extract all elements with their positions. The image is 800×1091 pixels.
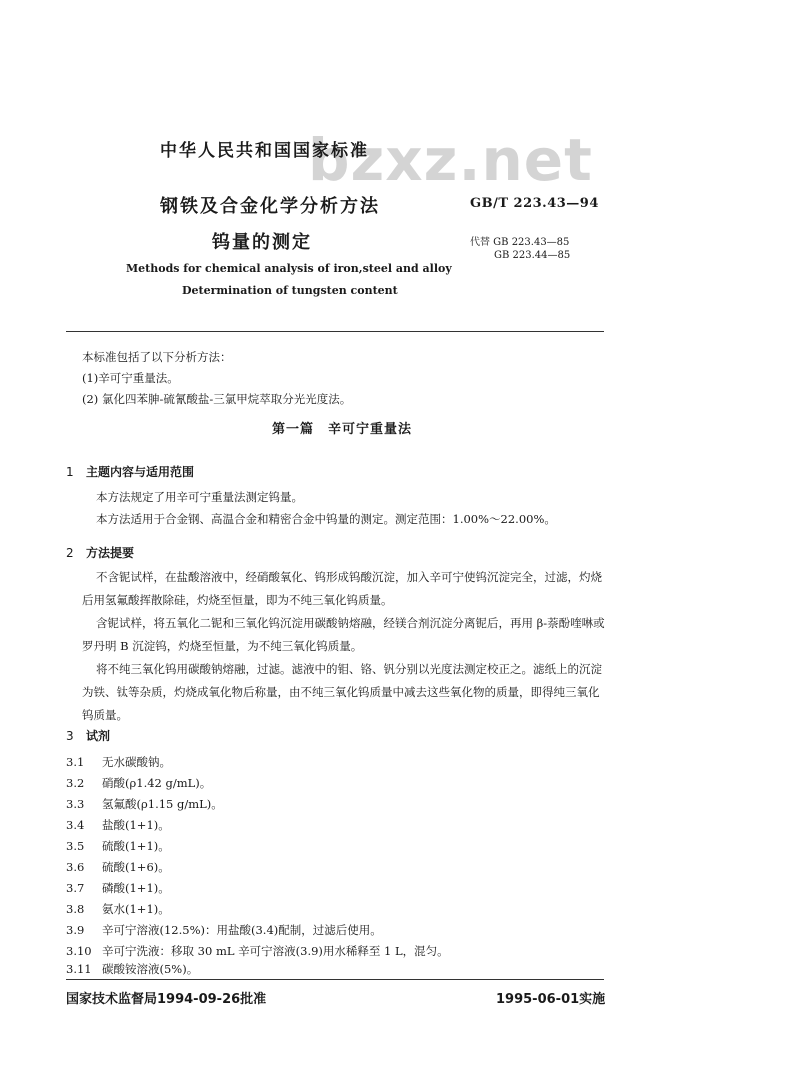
intro-line-3: (2) 氯化四苯胂-硫氰酸盐-三氯甲烷萃取分光光度法。: [82, 392, 352, 406]
reagent-item: 3.1 无水碳酸钠。: [66, 755, 171, 769]
reagent-item: 3.2 硝酸(ρ1.42 g/mL)。: [66, 776, 212, 790]
effective-date: 1995-06-01实施: [496, 992, 606, 1007]
intro-line-2: (1)辛可宁重量法。: [82, 371, 179, 385]
section-title: 主题内容与适用范围: [86, 465, 195, 479]
section-1-heading: [66, 463, 194, 480]
intro-line-1: 本标准包括了以下分析方法：: [82, 350, 232, 364]
reagent-item: 3.11 碳酸铵溶液(5%)。: [66, 962, 199, 976]
section-2-heading: [66, 544, 134, 561]
section-2-paragraph-3: 将不纯三氧化钨用碳酸钠熔融，过滤。滤液中的钼、铬、钒分别以光度法测定校正之。滤纸上的沉淀为铁、钛等杂质，灼烧成氧化物后称量，由不纯三氧化钨质量中减去这些氧化物的质量，即得纯三氧化钨质量。: [82, 662, 602, 722]
section-number: 3: [66, 729, 74, 743]
reagent-item: 3.5 硫酸(1+1)。: [66, 839, 170, 853]
section-2-paragraph-1: 不含铌试样，在盐酸溶液中，经硝酸氧化、钨形成钨酸沉淀，加入辛可宁使钨沉淀完全，过滤，灼烧后用氢氟酸挥散除硅，灼烧至恒量，即为不纯三氧化钨质量。: [82, 570, 602, 607]
section-number: 1: [66, 465, 74, 479]
reagent-item: 3.9 辛可宁溶液(12.5%)：用盐酸(3.4)配制，过滤后使用。: [66, 923, 382, 937]
reagent-item: 3.8 氨水(1+1)。: [66, 902, 170, 916]
english-title: Methods for chemical analysis of iron,steel and alloy: [126, 262, 452, 275]
watermark: bzxz.net: [308, 126, 593, 194]
replaces-note: [470, 236, 570, 262]
section-3-heading: [66, 727, 110, 744]
section-number: 2: [66, 546, 74, 560]
replaces-line-1: 代替 GB 223.43—85: [470, 237, 570, 248]
reagent-item: 3.4 盐酸(1+1)。: [66, 818, 170, 832]
header-divider: [66, 331, 604, 332]
national-standard-heading: 中华人民共和国国家标准: [160, 141, 369, 161]
replaces-line-2: GB 223.44—85: [494, 250, 571, 261]
reagent-item: 3.10 辛可宁洗液：移取 30 mL 辛可宁溶液(3.9)用水稀释至 1 L，混匀。: [66, 944, 449, 958]
english-subtitle: Determination of tungsten content: [182, 284, 398, 297]
approval-note: 国家技术监督局1994-09-26批准: [66, 992, 267, 1007]
footer-divider: [66, 979, 604, 980]
document-subtitle: 钨量的测定: [212, 232, 312, 253]
section-1-paragraph-1: 本方法规定了用辛可宁重量法测定钨量。: [96, 490, 303, 504]
reagent-item: 3.6 硫酸(1+6)。: [66, 860, 170, 874]
standard-code: GB/T 223.43—94: [470, 196, 599, 211]
section-title: 试剂: [86, 729, 111, 743]
section-1-paragraph-2: 本方法适用于合金钢、高温合金和精密合金中钨量的测定。测定范围：1.00%～22.00%。: [96, 512, 556, 526]
part-title: 第一篇 辛可宁重量法: [272, 422, 413, 437]
reagent-item: 3.3 氢氟酸(ρ1.15 g/mL)。: [66, 797, 223, 811]
reagent-item: 3.7 磷酸(1+1)。: [66, 881, 170, 895]
section-title: 方法提要: [86, 546, 135, 560]
section-2-paragraph-2: 含铌试样，将五氧化二铌和三氧化钨沉淀用碳酸钠熔融，经镁合剂沉淀分离铌后，再用 β-萘酚喹啉或罗丹明 B 沉淀钨，灼烧至恒量，为不纯三氧化钨质量。: [82, 616, 605, 653]
document-title: 钢铁及合金化学分析方法: [160, 196, 380, 217]
